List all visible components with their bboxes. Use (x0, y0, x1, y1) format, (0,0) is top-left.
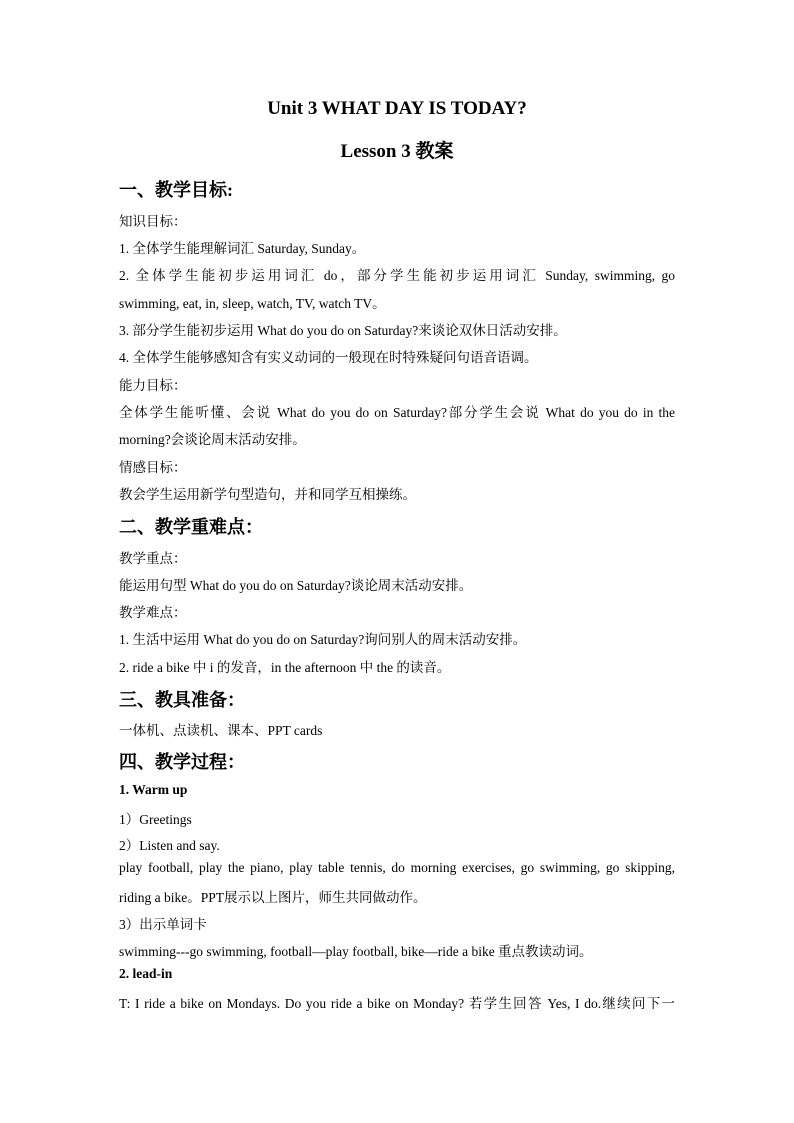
text-line: riding a bike。PPT展示以上图片，师生共同做动作。 (119, 890, 427, 905)
text-line: 2）Listen and say. (119, 838, 220, 853)
section-heading-procedure: 四、教学过程： (119, 752, 245, 772)
text-line: 2. ride a bike 中 i 的发音，in the afternoon 中 the 的读音。 (119, 660, 451, 675)
text-line: 教学重点： (119, 551, 187, 566)
text-line: 全体学生能听懂、会说 What do you do on Saturday?部分学生会说 What do you do in the (119, 405, 675, 420)
text-line: 教会学生运用新学句型造句，并和同学互相操练。 (119, 487, 416, 502)
subsection-heading: 2. lead-in (119, 966, 173, 981)
text-line: play football, play the piano, play table tennis, do morning exercises, go swimming, go skipping, (119, 860, 675, 875)
text-line: swimming---go swimming, football—play football, bike—ride a bike 重点教读动词。 (119, 944, 593, 959)
text-line: 1）Greetings (119, 812, 192, 827)
text-line: T: I ride a bike on Mondays. Do you ride a bike on Monday? 若学生回答 Yes, I do.继续问下一 (119, 996, 675, 1011)
document-subtitle: Lesson 3 教案 (340, 141, 454, 162)
text-line: 4. 全体学生能够感知含有实义动词的一般现在时特殊疑问句语音语调。 (119, 350, 538, 365)
text-line: 教学难点： (119, 605, 187, 620)
text-line: 一体机、点读机、课本、PPT cards (119, 723, 323, 738)
text-line: 1. 全体学生能理解词汇 Saturday, Sunday。 (119, 241, 366, 256)
text-line: 情感目标： (119, 460, 187, 475)
text-line: 1. 生活中运用 What do you do on Saturday?询问别人的周末活动安排。 (119, 632, 527, 647)
document-title: Unit 3 WHAT DAY IS TODAY? (267, 98, 527, 119)
text-line: morning?会谈论周末活动安排。 (119, 432, 306, 447)
section-heading-key-points: 二、教学重难点： (119, 517, 263, 537)
text-line: 能力目标： (119, 378, 187, 393)
text-line: 知识目标： (119, 214, 187, 229)
text-line: 3）出示单词卡 (119, 917, 207, 932)
section-heading-objectives: 一、教学目标: (119, 180, 233, 200)
text-line: 能运用句型 What do you do on Saturday?谈论周末活动安排。 (119, 578, 473, 593)
subsection-heading: 1. Warm up (119, 782, 188, 797)
text-line: 3. 部分学生能初步运用 What do you do on Saturday?来谈论双休日活动安排。 (119, 323, 567, 338)
text-line: swimming, eat, in, sleep, watch, TV, watch TV。 (119, 296, 386, 311)
text-line: 2. 全体学生能初步运用词汇 do，部分学生能初步运用词汇 Sunday, swimming, go (119, 268, 675, 283)
section-heading-materials: 三、教具准备： (119, 690, 245, 710)
